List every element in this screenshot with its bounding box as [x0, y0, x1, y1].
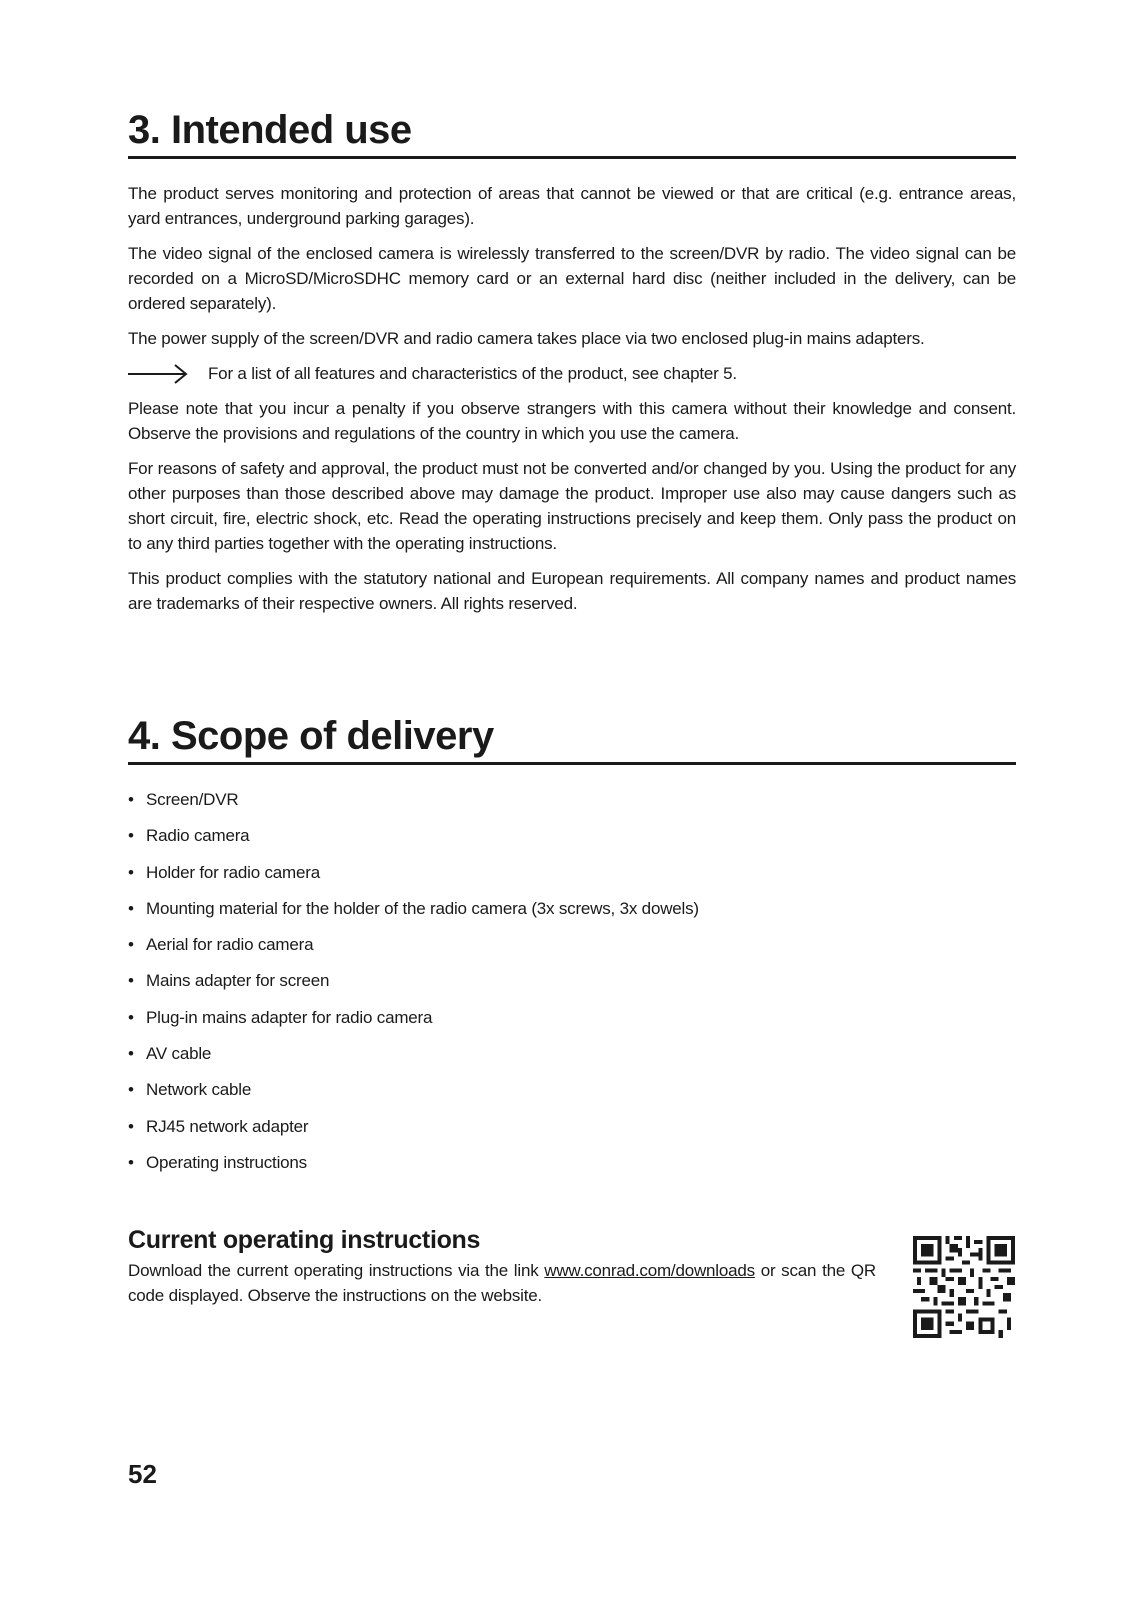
list-item-text: Plug-in mains adapter for radio camera — [146, 1007, 433, 1027]
right-arrow-icon — [128, 364, 190, 384]
paragraph: Please note that you incur a penalty if you observe strangers with this camera without their knowledge and consent. Observe the provisions and regulations of the country in which you use the camera. — [128, 399, 1016, 443]
section-intended-use — [128, 106, 1016, 626]
list-item-text: Mounting material for the holder of the radio camera (3x screws, 3x dowels) — [146, 898, 699, 918]
bullet: • — [128, 826, 134, 846]
list-item-text: Holder for radio camera — [146, 862, 320, 882]
section-heading-scope-of-delivery: 4. Scope of delivery — [128, 712, 1016, 765]
page-number: 52 — [128, 1459, 157, 1489]
list-item-text: Network cable — [146, 1080, 252, 1100]
bullet: • — [128, 1044, 134, 1064]
list-item — [128, 1150, 1016, 1186]
list-item — [128, 1114, 1016, 1150]
list-item-text: Mains adapter for screen — [146, 971, 330, 991]
paragraph: For reasons of safety and approval, the product must not be converted and/or changed by you. Using the product for any other purposes than those described above may damage the product. Improper use also may cause dangers such as short circuit, fire, electric shock, etc. Read the operating instructions precisely and keep them. Only pass the product on to any third parties together with the operating instructions. — [128, 459, 1016, 553]
note-text: For a list of all features and characteristics of the product, see chapter 5. — [208, 364, 737, 383]
section-scope-of-delivery — [128, 712, 1016, 1186]
bullet: • — [128, 898, 134, 918]
paragraph: The product serves monitoring and protection of areas that cannot be viewed or that are critical (e.g. entrance areas, yard entrances, underground parking garages). — [128, 184, 1016, 228]
section-heading-intended-use: 3. Intended use — [128, 106, 1016, 159]
delivery-list — [128, 787, 1016, 1186]
bullet: • — [128, 1116, 134, 1136]
paragraph: The video signal of the enclosed camera is wirelessly transferred to the screen/DVR by radio. The video signal can be recorded on a MicroSD/MicroSDHC memory card or an external hard disc (neither included in the delivery, can be ordered separately). — [128, 244, 1016, 313]
note-row — [128, 361, 1016, 386]
qr-code-icon[interactable] — [913, 1236, 1015, 1338]
list-item-text: Screen/DVR — [146, 790, 239, 809]
list-item — [128, 1077, 1016, 1113]
list-item — [128, 1041, 1016, 1077]
bullet: • — [128, 971, 134, 991]
bullet: • — [128, 790, 134, 809]
text-after-link: or scan the QR code displayed. Observe the instructions on the website. — [128, 1261, 876, 1305]
text-before-link: Download the current operating instructions via the link — [128, 1261, 545, 1280]
list-item — [128, 932, 1016, 968]
list-item — [128, 1005, 1016, 1041]
list-item-text: Radio camera — [146, 826, 250, 846]
list-item-text: Operating instructions — [146, 1152, 307, 1172]
list-item — [128, 896, 1016, 932]
paragraph: This product complies with the statutory national and European requirements. All company names and product names are trademarks of their respective owners. All rights reserved. — [128, 569, 1016, 613]
list-item-text: Aerial for radio camera — [146, 935, 314, 955]
list-item-text: AV cable — [146, 1044, 212, 1064]
subheading-current-instructions: Current operating instructions — [128, 1226, 481, 1254]
bullet: • — [128, 1152, 134, 1172]
bullet: • — [128, 862, 134, 882]
paragraph: The power supply of the screen/DVR and radio camera takes place via two enclosed plug-in mains adapters. — [128, 329, 925, 348]
section-body-intended-use — [128, 181, 1016, 616]
bullet: • — [128, 935, 134, 955]
list-item — [128, 823, 1016, 859]
list-item-text: RJ45 network adapter — [146, 1116, 309, 1136]
bullet: • — [128, 1080, 134, 1100]
list-item — [128, 787, 1016, 823]
downloads-link[interactable]: www.conrad.com/downloads — [544, 1261, 755, 1280]
list-item — [128, 860, 1016, 896]
list-item — [128, 968, 1016, 1004]
section-current-instructions — [128, 1222, 1016, 1318]
current-instructions-text — [128, 1258, 876, 1308]
bullet: • — [128, 1007, 134, 1027]
